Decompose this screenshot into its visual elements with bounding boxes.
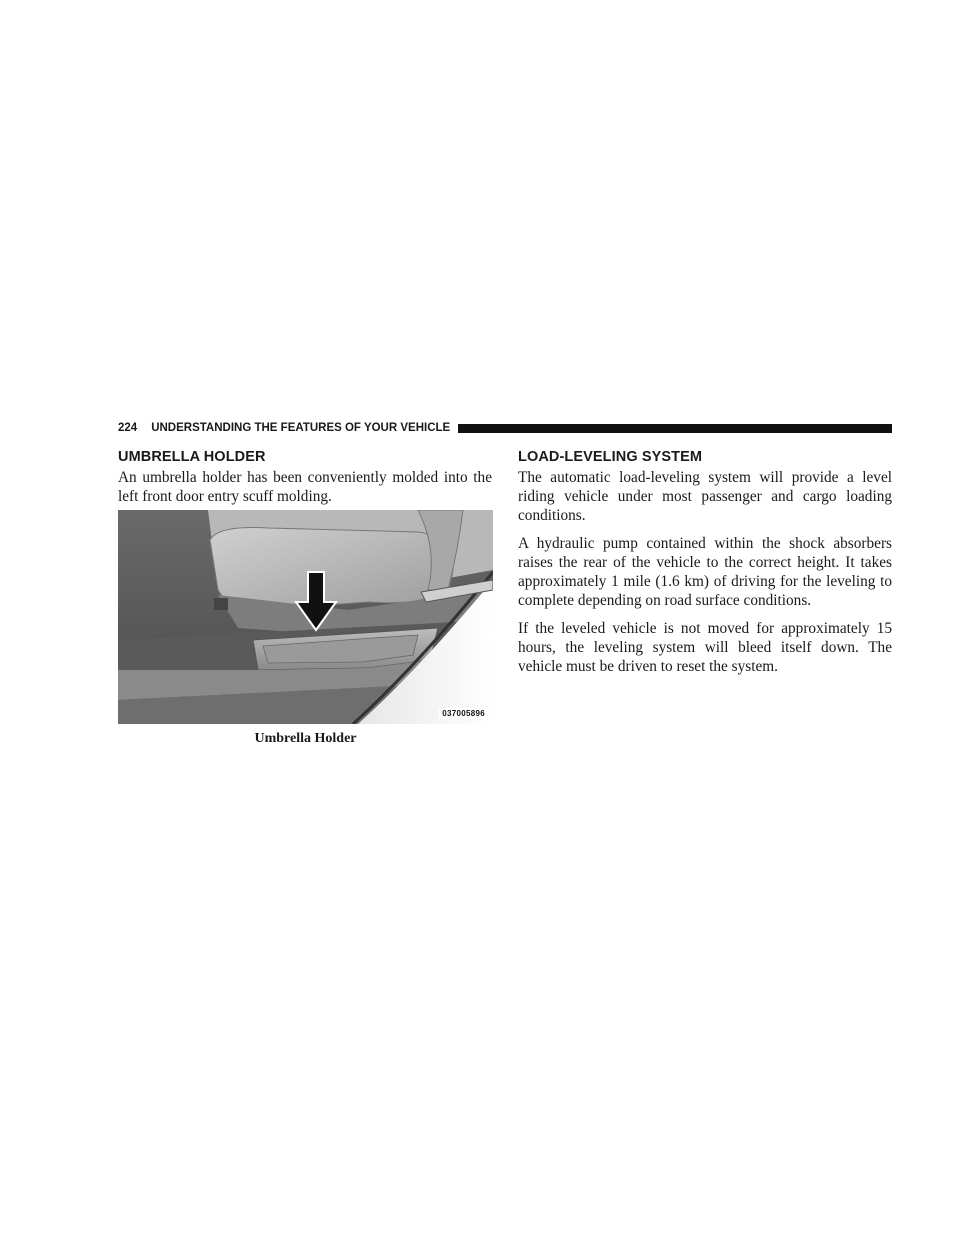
- umbrella-holder-heading: UMBRELLA HOLDER: [118, 449, 266, 465]
- umbrella-holder-illustration: [118, 510, 493, 724]
- figure-code: 037005896: [439, 708, 488, 719]
- right-column: [518, 449, 892, 685]
- running-header: [118, 420, 892, 436]
- umbrella-holder-paragraph: An umbrella holder has been conveniently molded into the left front door entry scuff molding.: [118, 469, 492, 505]
- load-leveling-paragraph-3: If the leveled vehicle is not moved for approximately 15 hours, the leveling system will bleed itself down. The vehicle must be driven to reset the system.: [518, 620, 892, 675]
- load-leveling-paragraph-2: A hydraulic pump contained within the shock absorbers raises the rear of the vehicle to the correct height. It takes approximately 1 mile (1.6 km) of driving for the leveling to complete depending on road surface conditions.: [518, 535, 892, 609]
- umbrella-holder-figure: [118, 510, 493, 724]
- load-leveling-heading: LOAD-LEVELING SYSTEM: [518, 449, 703, 465]
- left-column: [118, 449, 492, 515]
- page-number: 224: [118, 422, 138, 434]
- header-rule: [458, 424, 892, 433]
- figure-caption: Umbrella Holder: [254, 731, 357, 746]
- running-title: UNDERSTANDING THE FEATURES OF YOUR VEHICLE: [151, 422, 451, 434]
- load-leveling-paragraph-1: The automatic load-leveling system will provide a level riding vehicle under most passenger and cargo loading conditions.: [518, 469, 892, 524]
